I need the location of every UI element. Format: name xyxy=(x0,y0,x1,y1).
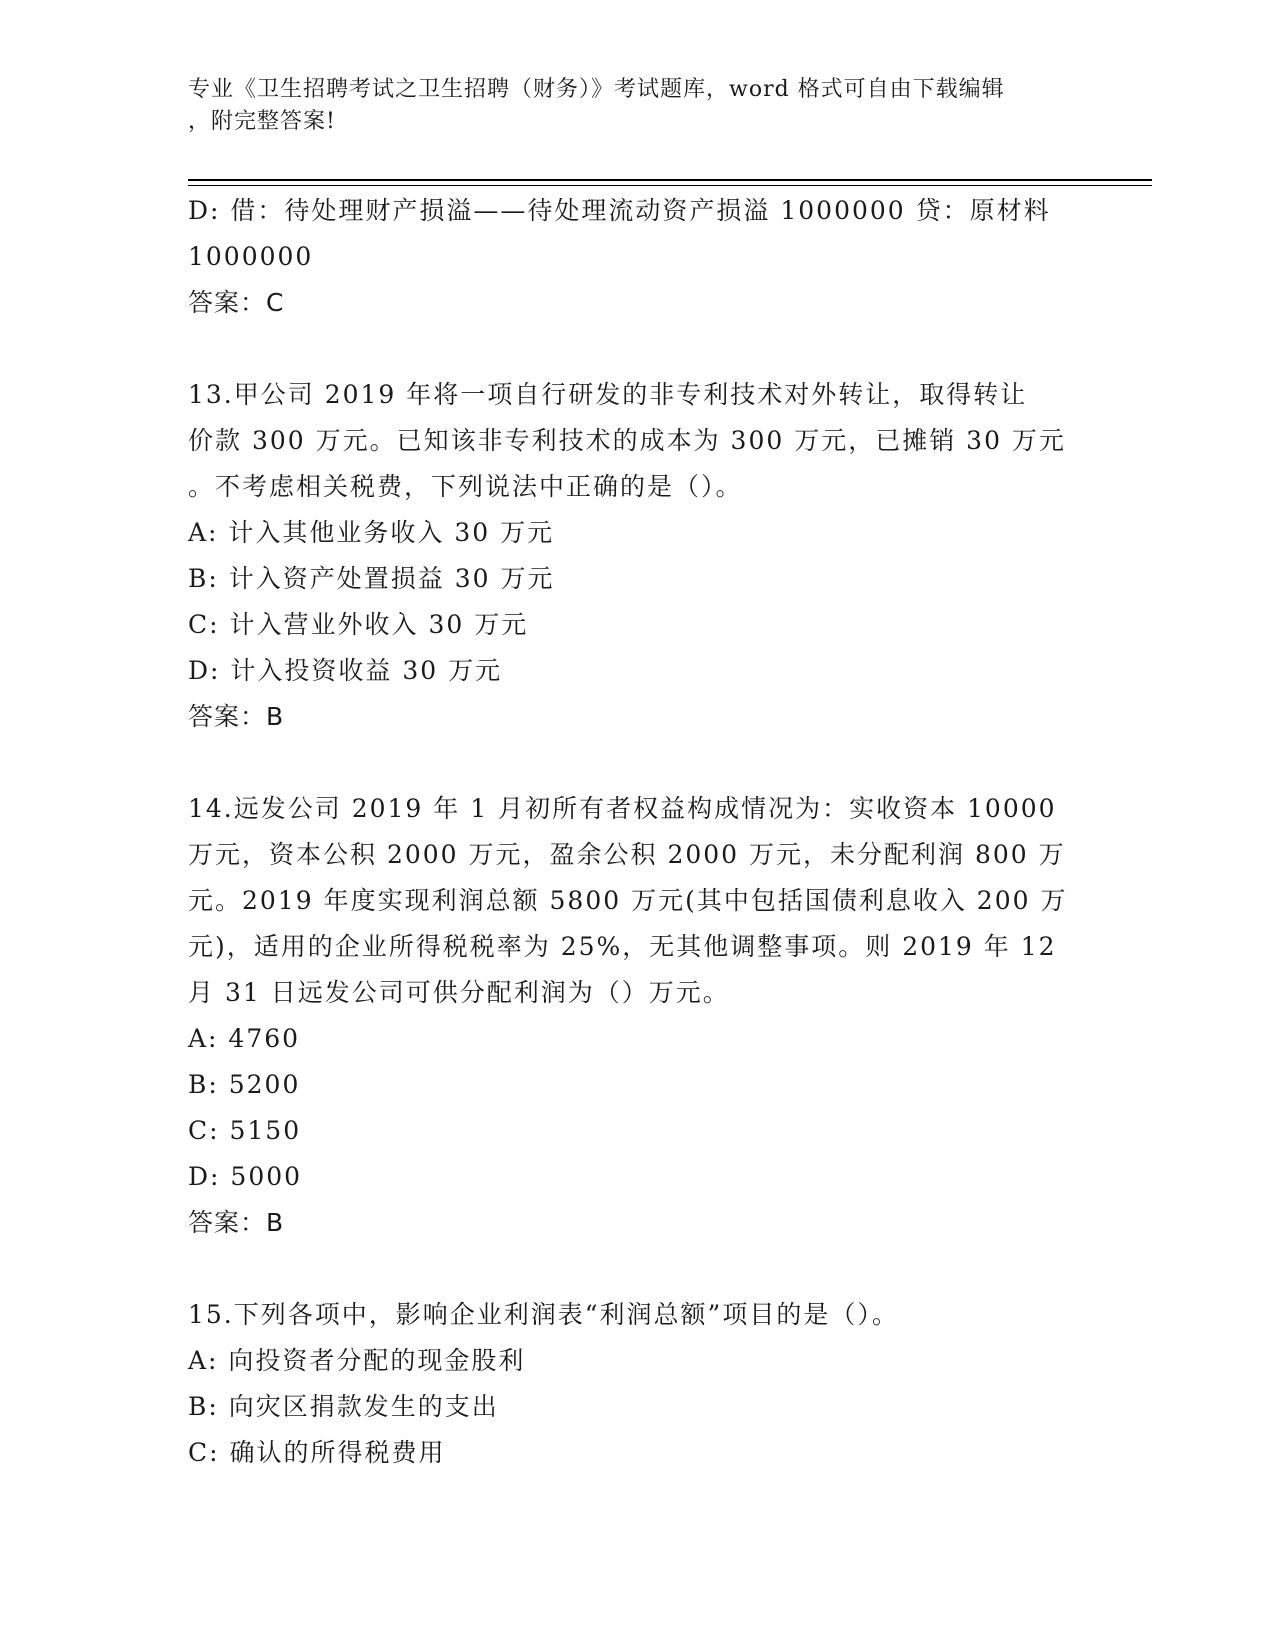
question-content xyxy=(188,188,1088,1476)
spacer xyxy=(188,740,1088,786)
q13-stem-line-2: 价款 300 万元。已知该非专利技术的成本为 300 万元，已摊销 30 万元 xyxy=(188,426,1066,455)
q14-stem-line-5: 月 31 日远发公司可供分配利润为（）万元。 xyxy=(188,978,730,1007)
q13-option-a: A: 计入其他业务收入 30 万元 xyxy=(188,518,555,547)
q14-stem-line-1: 14.远发公司 2019 年 1 月初所有者权益构成情况为：实收资本 10000 xyxy=(188,794,1057,823)
q15-option-a: A: 向投资者分配的现金股利 xyxy=(188,1346,526,1375)
q12-answer: 答案：C xyxy=(188,288,285,317)
q14-option-c: C: 5150 xyxy=(188,1116,302,1145)
spacer xyxy=(188,326,1088,372)
q13-option-b: B: 计入资产处置损益 30 万元 xyxy=(188,564,555,593)
q13-option-c: C: 计入营业外收入 30 万元 xyxy=(188,610,529,639)
q14-answer: 答案：B xyxy=(188,1208,285,1237)
q14-option-b: B: 5200 xyxy=(188,1070,301,1099)
question-14 xyxy=(188,786,1088,1246)
q13-answer: 答案：B xyxy=(188,702,285,731)
header-line-2: ，附完整答案! xyxy=(188,109,336,134)
q15-option-c: C: 确认的所得税费用 xyxy=(188,1438,446,1467)
q15-stem-line-1: 15.下列各项中，影响企业利润表“利润总额”项目的是（）。 xyxy=(188,1300,899,1329)
q14-stem-line-4: 元)，适用的企业所得税税率为 25%，无其他调整事项。则 2019 年 12 xyxy=(188,932,1057,961)
q14-stem-line-2: 万元，资本公积 2000 万元，盈余公积 2000 万元，未分配利润 800 万 xyxy=(188,840,1066,869)
spacer xyxy=(188,1246,1088,1292)
document-header xyxy=(188,74,1068,138)
q12-option-d-line-2: 1000000 xyxy=(188,242,314,271)
q13-stem-line-3: 。不考虑相关税费，下列说法中正确的是（）。 xyxy=(188,472,743,501)
q13-option-d: D: 计入投资收益 30 万元 xyxy=(188,656,503,685)
question-13 xyxy=(188,372,1088,740)
q14-option-d: D: 5000 xyxy=(188,1162,303,1191)
q12-option-d-line-1: D: 借：待处理财产损溢——待处理流动资产损溢 1000000 贷：原材料 xyxy=(188,196,1051,225)
question-15 xyxy=(188,1292,1088,1476)
header-divider-thick xyxy=(188,179,1152,181)
q15-option-b: B: 向灾区捐款发生的支出 xyxy=(188,1392,499,1421)
header-line-1: 专业《卫生招聘考试之卫生招聘（财务）》考试题库，word 格式可自由下载编辑 xyxy=(188,77,1005,102)
header-divider-thin xyxy=(188,185,1152,186)
question-12 xyxy=(188,188,1088,326)
q14-option-a: A: 4760 xyxy=(188,1024,301,1053)
q14-stem-line-3: 元。2019 年度实现利润总额 5800 万元(其中包括国债利息收入 200 万 xyxy=(188,886,1068,915)
q13-stem-line-1: 13.甲公司 2019 年将一项自行研发的非专利技术对外转让，取得转让 xyxy=(188,380,1028,409)
